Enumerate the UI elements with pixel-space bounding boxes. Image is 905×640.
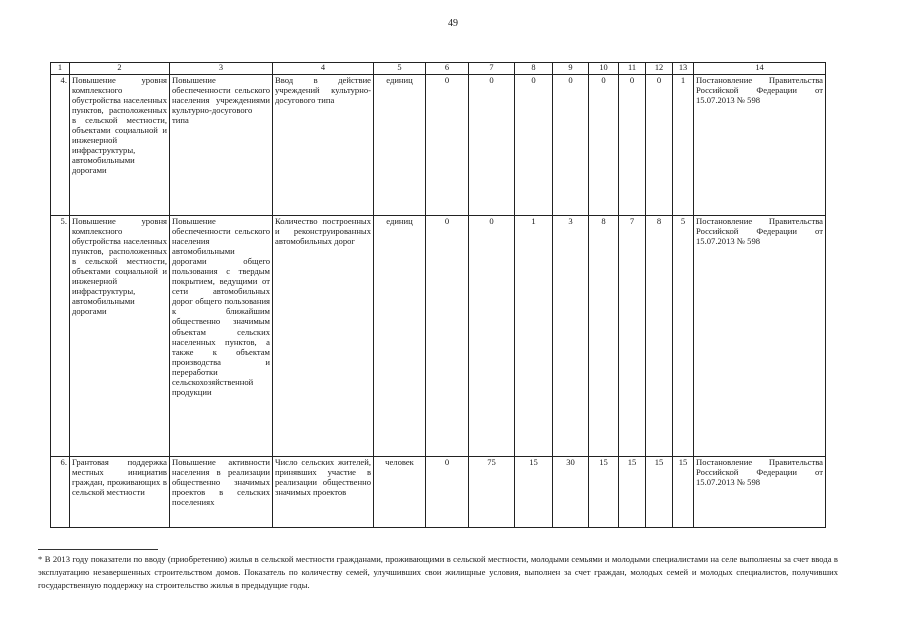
value-cell: 15 — [589, 457, 619, 528]
indicator-cell: Ввод в действие учреждений культурно-досугового типа — [273, 75, 374, 216]
document-cell: Постановление Правительства Российской Федерации от 15.07.2013 № 598 — [694, 457, 826, 528]
column-header: 10 — [589, 63, 619, 75]
table-row — [51, 216, 826, 457]
column-header: 5 — [374, 63, 426, 75]
task-cell: Повышение обеспеченности сельского населения автомобильными дорогами общего пользования с твердым покрытием, ведущими от сети автомобильных дорог общего пользования к ближайшим общественно значимым объектам сельских населенных пунктов, а также к объектам производства и переработки сельскохозяйственной продукции — [170, 216, 273, 457]
value-cell: 15 — [515, 457, 553, 528]
value-cell: 0 — [426, 216, 469, 457]
indicators-table — [50, 62, 826, 528]
value-cell: 0 — [426, 457, 469, 528]
table-row — [51, 457, 826, 528]
table-row — [51, 75, 826, 216]
value-cell: 7 — [619, 216, 646, 457]
document-cell: Постановление Правительства Российской Федерации от 15.07.2013 № 598 — [694, 75, 826, 216]
value-cell: 0 — [469, 216, 515, 457]
value-cell: 15 — [646, 457, 673, 528]
value-cell: 0 — [426, 75, 469, 216]
page-number: 49 — [448, 18, 458, 29]
column-header: 9 — [553, 63, 589, 75]
unit-cell: человек — [374, 457, 426, 528]
value-cell: 8 — [646, 216, 673, 457]
value-cell: 0 — [515, 75, 553, 216]
column-header: 4 — [273, 63, 374, 75]
value-cell: 1 — [515, 216, 553, 457]
footnote-divider — [38, 549, 158, 550]
value-cell: 1 — [673, 75, 694, 216]
row-number: 5. — [51, 216, 70, 457]
column-number-row — [51, 63, 826, 75]
indicator-cell: Количество построенных и реконструированных автомобильных дорог — [273, 216, 374, 457]
indicator-cell: Число сельских жителей, принявших участие в реализации общественно значимых проектов — [273, 457, 374, 528]
column-header: 1 — [51, 63, 70, 75]
column-header: 13 — [673, 63, 694, 75]
value-cell: 0 — [469, 75, 515, 216]
value-cell: 30 — [553, 457, 589, 528]
row-number: 4. — [51, 75, 70, 216]
value-cell: 0 — [619, 75, 646, 216]
value-cell: 75 — [469, 457, 515, 528]
column-header: 3 — [170, 63, 273, 75]
column-header: 8 — [515, 63, 553, 75]
task-cell: Повышение обеспеченности сельского населения учреждениями культурно-досугового типа — [170, 75, 273, 216]
column-header: 12 — [646, 63, 673, 75]
column-header: 11 — [619, 63, 646, 75]
value-cell: 0 — [589, 75, 619, 216]
value-cell: 15 — [673, 457, 694, 528]
value-cell: 8 — [589, 216, 619, 457]
goal-cell: Грантовая поддержка местных инициатив граждан, проживающих в сельской местности — [70, 457, 170, 528]
column-header: 2 — [70, 63, 170, 75]
value-cell: 0 — [553, 75, 589, 216]
value-cell: 15 — [619, 457, 646, 528]
value-cell: 5 — [673, 216, 694, 457]
value-cell: 3 — [553, 216, 589, 457]
goal-cell: Повышение уровня комплексного обустройства населенных пунктов, расположенных в сельской местности, объектами социальной и инженерной инфраструктуры, автомобильными дорогами — [70, 216, 170, 457]
column-header: 14 — [694, 63, 826, 75]
column-header: 7 — [469, 63, 515, 75]
value-cell: 0 — [646, 75, 673, 216]
document-cell: Постановление Правительства Российской Федерации от 15.07.2013 № 598 — [694, 216, 826, 457]
task-cell: Повышение активности населения в реализации общественно значимых проектов в сельских поселениях — [170, 457, 273, 528]
row-number: 6. — [51, 457, 70, 528]
column-header: 6 — [426, 63, 469, 75]
goal-cell: Повышение уровня комплексного обустройства населенных пунктов, расположенных в сельской местности, объектами социальной и инженерной инфраструктуры, автомобильными дорогами — [70, 75, 170, 216]
unit-cell: единиц — [374, 75, 426, 216]
unit-cell: единиц — [374, 216, 426, 457]
footnote: * В 2013 году показатели по вводу (приобретению) жилья в сельской местности гражданами, проживающими в сельской местности, молодыми семьями и молодыми специалистами на селе выполнены за счет ввода в эксплуатацию незавершенных строительством домов. Показатель по количеству семей, улучшивших свои жилищные условия, выполнен за счет граждан, молодых семей и молодых специалистов, получивших государственную поддержку на строительство жилья в предыдущие годы. — [38, 554, 838, 590]
